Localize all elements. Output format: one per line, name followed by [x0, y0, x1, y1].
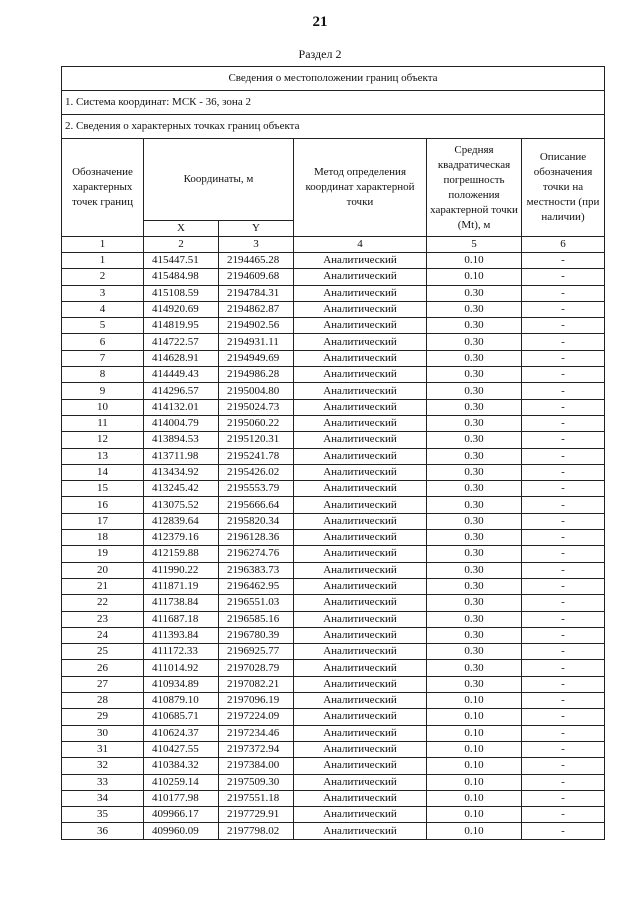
error-cell: 0.30 [427, 644, 522, 660]
method-cell: Аналитический [294, 464, 427, 480]
y-coordinate-cell: 2196462.95 [219, 578, 294, 594]
x-coordinate-cell: 415108.59 [144, 285, 219, 301]
table-row [62, 807, 605, 823]
error-cell: 0.30 [427, 530, 522, 546]
header-designation: Обозначение характерных точек границ [62, 139, 144, 237]
method-cell: Аналитический [294, 611, 427, 627]
point-number-cell: 1 [62, 253, 144, 269]
table-row [62, 725, 605, 741]
error-cell: 0.30 [427, 432, 522, 448]
method-cell: Аналитический [294, 432, 427, 448]
error-cell: 0.30 [427, 285, 522, 301]
column-number: 3 [219, 237, 294, 253]
x-coordinate-cell: 414132.01 [144, 399, 219, 415]
point-number-cell: 10 [62, 399, 144, 415]
point-number-cell: 20 [62, 562, 144, 578]
point-number-cell: 12 [62, 432, 144, 448]
method-cell: Аналитический [294, 741, 427, 757]
x-coordinate-cell: 414628.91 [144, 350, 219, 366]
x-coordinate-cell: 411172.33 [144, 644, 219, 660]
point-number-cell: 33 [62, 774, 144, 790]
y-coordinate-cell: 2194931.11 [219, 334, 294, 350]
description-cell: - [522, 464, 605, 480]
table-row [62, 301, 605, 317]
table-row [62, 627, 605, 643]
x-coordinate-cell: 410259.14 [144, 774, 219, 790]
header-x: X [144, 221, 219, 237]
point-number-cell: 16 [62, 497, 144, 513]
point-number-cell: 2 [62, 269, 144, 285]
table-row [62, 774, 605, 790]
error-cell: 0.10 [427, 774, 522, 790]
y-coordinate-cell: 2197028.79 [219, 660, 294, 676]
x-coordinate-cell: 411738.84 [144, 595, 219, 611]
point-number-cell: 27 [62, 676, 144, 692]
method-cell: Аналитический [294, 301, 427, 317]
y-coordinate-cell: 2196585.16 [219, 611, 294, 627]
error-cell: 0.30 [427, 562, 522, 578]
description-cell: - [522, 318, 605, 334]
error-cell: 0.10 [427, 758, 522, 774]
method-cell: Аналитический [294, 725, 427, 741]
description-cell: - [522, 399, 605, 415]
column-number: 6 [522, 237, 605, 253]
x-coordinate-cell: 409960.09 [144, 823, 219, 839]
error-cell: 0.30 [427, 497, 522, 513]
description-cell: - [522, 790, 605, 806]
y-coordinate-cell: 2194784.31 [219, 285, 294, 301]
x-coordinate-cell: 410384.32 [144, 758, 219, 774]
table-row [62, 709, 605, 725]
column-number: 5 [427, 237, 522, 253]
table-row [62, 350, 605, 366]
x-coordinate-cell: 410427.55 [144, 741, 219, 757]
method-cell: Аналитический [294, 513, 427, 529]
page-number: 21 [312, 14, 328, 30]
table-row [62, 432, 605, 448]
x-coordinate-cell: 414920.69 [144, 301, 219, 317]
description-cell: - [522, 481, 605, 497]
error-cell: 0.30 [427, 415, 522, 431]
method-cell: Аналитический [294, 269, 427, 285]
table-row [62, 448, 605, 464]
method-cell: Аналитический [294, 807, 427, 823]
column-number: 2 [144, 237, 219, 253]
x-coordinate-cell: 411871.19 [144, 578, 219, 594]
column-number: 1 [62, 237, 144, 253]
y-coordinate-cell: 2194949.69 [219, 350, 294, 366]
error-cell: 0.10 [427, 269, 522, 285]
method-cell: Аналитический [294, 399, 427, 415]
y-coordinate-cell: 2196383.73 [219, 562, 294, 578]
description-cell: - [522, 497, 605, 513]
y-coordinate-cell: 2197384.00 [219, 758, 294, 774]
x-coordinate-cell: 413434.92 [144, 464, 219, 480]
table-row [62, 530, 605, 546]
method-cell: Аналитический [294, 383, 427, 399]
error-cell: 0.10 [427, 741, 522, 757]
error-cell: 0.30 [427, 660, 522, 676]
error-cell: 0.30 [427, 399, 522, 415]
method-cell: Аналитический [294, 350, 427, 366]
method-cell: Аналитический [294, 448, 427, 464]
method-cell: Аналитический [294, 334, 427, 350]
description-cell: - [522, 562, 605, 578]
error-cell: 0.30 [427, 350, 522, 366]
error-cell: 0.30 [427, 464, 522, 480]
table-title: Сведения о местоположении границ объекта [62, 67, 605, 91]
description-cell: - [522, 611, 605, 627]
description-cell: - [522, 334, 605, 350]
method-cell: Аналитический [294, 774, 427, 790]
error-cell: 0.10 [427, 807, 522, 823]
x-coordinate-cell: 411687.18 [144, 611, 219, 627]
y-coordinate-cell: 2197372.94 [219, 741, 294, 757]
description-cell: - [522, 415, 605, 431]
error-cell: 0.10 [427, 693, 522, 709]
y-coordinate-cell: 2197096.19 [219, 693, 294, 709]
method-cell: Аналитический [294, 253, 427, 269]
table-row [62, 367, 605, 383]
header-error: Средняя квадратическая погрешность положения характерной точки (Mt), м [427, 139, 522, 237]
y-coordinate-cell: 2195241.78 [219, 448, 294, 464]
x-coordinate-cell: 414004.79 [144, 415, 219, 431]
x-coordinate-cell: 410177.98 [144, 790, 219, 806]
description-cell: - [522, 644, 605, 660]
point-number-cell: 29 [62, 709, 144, 725]
point-number-cell: 14 [62, 464, 144, 480]
table-row [62, 546, 605, 562]
description-cell: - [522, 693, 605, 709]
table-row [62, 269, 605, 285]
method-cell: Аналитический [294, 660, 427, 676]
table-row [62, 693, 605, 709]
table-row [62, 823, 605, 839]
x-coordinate-cell: 410685.71 [144, 709, 219, 725]
y-coordinate-cell: 2194465.28 [219, 253, 294, 269]
table-row [62, 464, 605, 480]
table-row [62, 790, 605, 806]
section-title: Раздел 2 [298, 47, 342, 61]
error-cell: 0.10 [427, 253, 522, 269]
description-cell: - [522, 432, 605, 448]
table-row [62, 415, 605, 431]
coordinate-system: 1. Система координат: МСК - 36, зона 2 [62, 91, 605, 115]
table-row [62, 758, 605, 774]
method-cell: Аналитический [294, 709, 427, 725]
y-coordinate-cell: 2196128.36 [219, 530, 294, 546]
point-number-cell: 8 [62, 367, 144, 383]
table-row [62, 334, 605, 350]
method-cell: Аналитический [294, 595, 427, 611]
description-cell: - [522, 627, 605, 643]
point-number-cell: 7 [62, 350, 144, 366]
x-coordinate-cell: 412379.16 [144, 530, 219, 546]
y-coordinate-cell: 2197729.91 [219, 807, 294, 823]
error-cell: 0.10 [427, 790, 522, 806]
x-coordinate-cell: 411393.84 [144, 627, 219, 643]
table-row [62, 741, 605, 757]
y-coordinate-cell: 2196780.39 [219, 627, 294, 643]
table-row [62, 644, 605, 660]
y-coordinate-cell: 2195820.34 [219, 513, 294, 529]
y-coordinate-cell: 2197798.02 [219, 823, 294, 839]
description-cell: - [522, 513, 605, 529]
point-number-cell: 32 [62, 758, 144, 774]
y-coordinate-cell: 2194986.28 [219, 367, 294, 383]
method-cell: Аналитический [294, 318, 427, 334]
y-coordinate-cell: 2195024.73 [219, 399, 294, 415]
description-cell: - [522, 530, 605, 546]
method-cell: Аналитический [294, 578, 427, 594]
header-y: Y [219, 221, 294, 237]
x-coordinate-cell: 409966.17 [144, 807, 219, 823]
error-cell: 0.30 [427, 595, 522, 611]
method-cell: Аналитический [294, 644, 427, 660]
method-cell: Аналитический [294, 790, 427, 806]
point-number-cell: 25 [62, 644, 144, 660]
x-coordinate-cell: 413245.42 [144, 481, 219, 497]
error-cell: 0.30 [427, 578, 522, 594]
x-coordinate-cell: 415447.51 [144, 253, 219, 269]
point-number-cell: 6 [62, 334, 144, 350]
table-row [62, 513, 605, 529]
description-cell: - [522, 741, 605, 757]
table-row [62, 318, 605, 334]
x-coordinate-cell: 412159.88 [144, 546, 219, 562]
y-coordinate-cell: 2195120.31 [219, 432, 294, 448]
point-number-cell: 26 [62, 660, 144, 676]
table-row [62, 497, 605, 513]
header-description: Описание обозначения точки на местности (при наличии) [522, 139, 605, 237]
error-cell: 0.30 [427, 611, 522, 627]
point-number-cell: 9 [62, 383, 144, 399]
method-cell: Аналитический [294, 758, 427, 774]
y-coordinate-cell: 2197551.18 [219, 790, 294, 806]
error-cell: 0.30 [427, 513, 522, 529]
table-row [62, 481, 605, 497]
description-cell: - [522, 578, 605, 594]
description-cell: - [522, 367, 605, 383]
column-number: 4 [294, 237, 427, 253]
table-row [62, 562, 605, 578]
point-number-cell: 3 [62, 285, 144, 301]
point-number-cell: 31 [62, 741, 144, 757]
description-cell: - [522, 546, 605, 562]
method-cell: Аналитический [294, 481, 427, 497]
x-coordinate-cell: 411014.92 [144, 660, 219, 676]
table-row [62, 595, 605, 611]
x-coordinate-cell: 410624.37 [144, 725, 219, 741]
point-number-cell: 34 [62, 790, 144, 806]
point-number-cell: 22 [62, 595, 144, 611]
y-coordinate-cell: 2195553.79 [219, 481, 294, 497]
description-cell: - [522, 301, 605, 317]
point-number-cell: 23 [62, 611, 144, 627]
x-coordinate-cell: 410934.89 [144, 676, 219, 692]
table-header [62, 67, 605, 253]
point-number-cell: 13 [62, 448, 144, 464]
point-number-cell: 4 [62, 301, 144, 317]
error-cell: 0.10 [427, 823, 522, 839]
y-coordinate-cell: 2196274.76 [219, 546, 294, 562]
error-cell: 0.30 [427, 481, 522, 497]
x-coordinate-cell: 414296.57 [144, 383, 219, 399]
y-coordinate-cell: 2195004.80 [219, 383, 294, 399]
x-coordinate-cell: 412839.64 [144, 513, 219, 529]
description-cell: - [522, 774, 605, 790]
description-cell: - [522, 725, 605, 741]
point-number-cell: 17 [62, 513, 144, 529]
point-number-cell: 21 [62, 578, 144, 594]
x-coordinate-cell: 413075.52 [144, 497, 219, 513]
error-cell: 0.30 [427, 627, 522, 643]
description-cell: - [522, 285, 605, 301]
y-coordinate-cell: 2194902.56 [219, 318, 294, 334]
method-cell: Аналитический [294, 367, 427, 383]
y-coordinate-cell: 2197082.21 [219, 676, 294, 692]
description-cell: - [522, 253, 605, 269]
point-number-cell: 18 [62, 530, 144, 546]
column-numbers-row [62, 237, 605, 253]
description-cell: - [522, 383, 605, 399]
table-row [62, 285, 605, 301]
table-body [62, 253, 605, 840]
y-coordinate-cell: 2194862.87 [219, 301, 294, 317]
y-coordinate-cell: 2195666.64 [219, 497, 294, 513]
method-cell: Аналитический [294, 530, 427, 546]
table-row [62, 660, 605, 676]
header-method: Метод определения координат характерной точки [294, 139, 427, 237]
y-coordinate-cell: 2196551.03 [219, 595, 294, 611]
method-cell: Аналитический [294, 415, 427, 431]
table-row [62, 253, 605, 269]
table-row [62, 383, 605, 399]
error-cell: 0.30 [427, 546, 522, 562]
header-coordinates: Координаты, м [144, 139, 294, 221]
x-coordinate-cell: 410879.10 [144, 693, 219, 709]
point-number-cell: 15 [62, 481, 144, 497]
error-cell: 0.30 [427, 334, 522, 350]
y-coordinate-cell: 2197234.46 [219, 725, 294, 741]
error-cell: 0.30 [427, 367, 522, 383]
description-cell: - [522, 807, 605, 823]
method-cell: Аналитический [294, 562, 427, 578]
x-coordinate-cell: 411990.22 [144, 562, 219, 578]
description-cell: - [522, 660, 605, 676]
error-cell: 0.30 [427, 676, 522, 692]
point-number-cell: 30 [62, 725, 144, 741]
description-cell: - [522, 448, 605, 464]
y-coordinate-cell: 2196925.77 [219, 644, 294, 660]
method-cell: Аналитический [294, 497, 427, 513]
x-coordinate-cell: 413894.53 [144, 432, 219, 448]
method-cell: Аналитический [294, 676, 427, 692]
point-number-cell: 28 [62, 693, 144, 709]
description-cell: - [522, 758, 605, 774]
description-cell: - [522, 595, 605, 611]
x-coordinate-cell: 413711.98 [144, 448, 219, 464]
method-cell: Аналитический [294, 693, 427, 709]
y-coordinate-cell: 2197224.09 [219, 709, 294, 725]
description-cell: - [522, 709, 605, 725]
description-cell: - [522, 350, 605, 366]
y-coordinate-cell: 2195060.22 [219, 415, 294, 431]
x-coordinate-cell: 414819.95 [144, 318, 219, 334]
description-cell: - [522, 676, 605, 692]
error-cell: 0.10 [427, 709, 522, 725]
description-cell: - [522, 823, 605, 839]
point-number-cell: 36 [62, 823, 144, 839]
error-cell: 0.30 [427, 318, 522, 334]
y-coordinate-cell: 2195426.02 [219, 464, 294, 480]
method-cell: Аналитический [294, 546, 427, 562]
error-cell: 0.10 [427, 725, 522, 741]
point-number-cell: 5 [62, 318, 144, 334]
point-number-cell: 19 [62, 546, 144, 562]
table-row [62, 399, 605, 415]
description-cell: - [522, 269, 605, 285]
error-cell: 0.30 [427, 383, 522, 399]
y-coordinate-cell: 2194609.68 [219, 269, 294, 285]
x-coordinate-cell: 414449.43 [144, 367, 219, 383]
boundary-points-table [61, 66, 605, 840]
y-coordinate-cell: 2197509.30 [219, 774, 294, 790]
x-coordinate-cell: 414722.57 [144, 334, 219, 350]
x-coordinate-cell: 415484.98 [144, 269, 219, 285]
point-number-cell: 24 [62, 627, 144, 643]
point-number-cell: 35 [62, 807, 144, 823]
table-row [62, 676, 605, 692]
method-cell: Аналитический [294, 823, 427, 839]
method-cell: Аналитический [294, 627, 427, 643]
point-number-cell: 11 [62, 415, 144, 431]
table-row [62, 578, 605, 594]
method-cell: Аналитический [294, 285, 427, 301]
points-heading: 2. Сведения о характерных точках границ объекта [62, 115, 605, 139]
error-cell: 0.30 [427, 448, 522, 464]
error-cell: 0.30 [427, 301, 522, 317]
table-row [62, 611, 605, 627]
